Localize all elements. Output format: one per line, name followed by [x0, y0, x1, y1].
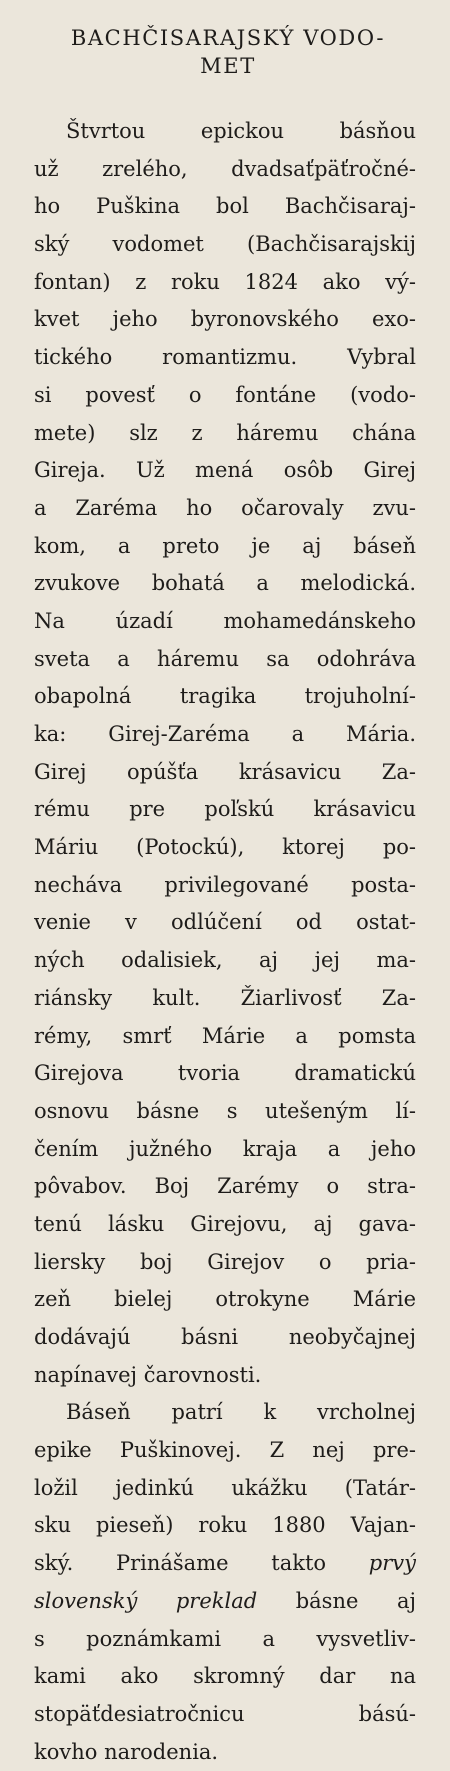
text-line: Báseň patrí k vrcholnej	[66, 1400, 416, 1425]
text-line: kovho narodenia.	[34, 1739, 219, 1764]
text-line: s poznámkami a vysvetliv-	[34, 1626, 416, 1651]
text-line: necháva privilegované posta-	[34, 872, 416, 897]
text-line: Na úzadí mohamedánskeho	[34, 608, 416, 633]
text-line	[34, 1583, 416, 1621]
text-line: Štvrtou epickou básňou	[66, 119, 416, 143]
text-line: napínavej čarovnosti.	[34, 1362, 262, 1387]
paragraph-2	[34, 1394, 416, 1771]
text-line: Máriu (Potockú), ktorej po-	[34, 835, 416, 860]
italic-fragment: prvý	[368, 1551, 416, 1576]
text-line: tického romantizmu. Vybral	[34, 345, 416, 370]
text-line: liersky boj Girejov o pria-	[34, 1249, 416, 1274]
text-line: kami ako skromný dar na	[34, 1664, 416, 1689]
paragraph-1	[34, 113, 416, 1394]
text-line: Gireja. Už mená osôb Girej	[34, 458, 416, 483]
text-line: ho Puškina bol Bachčisaraj-	[34, 194, 416, 219]
text-line: stopäťdesiatročnicu bású-	[34, 1701, 416, 1726]
text-line: čením južného kraja a jeho	[34, 1136, 416, 1161]
text-line: dodávajú básni neobyčajnej	[34, 1325, 416, 1349]
text-line: tenú lásku Girejovu, aj gava-	[34, 1211, 416, 1236]
text-line: obapolná tragika trojuholní-	[34, 684, 416, 709]
title-line: MET	[200, 54, 256, 78]
text-line: sveta a háremu sa odohráva	[34, 646, 416, 671]
text-line: epike Puškinovej. Z nej pre-	[34, 1438, 416, 1463]
text-line: venie v odlúčení od ostat-	[34, 910, 416, 935]
text-line: kvet jeho byronovského exo-	[34, 307, 416, 332]
text-line: ka: Girej-Zaréma a Mária.	[34, 722, 416, 746]
text-line: a Zaréma ho očarovaly zvu-	[34, 495, 416, 520]
text-line: osnovu básne s utešeným lí-	[34, 1098, 416, 1123]
text-line: mete) slz z háremu chána	[34, 420, 416, 445]
text-line: zeň bielej otrokyne Márie	[34, 1287, 416, 1312]
text-fragment: básne aj	[295, 1588, 416, 1613]
text-line: zvukove bohatá a melodická.	[34, 571, 416, 596]
text-line: Girej opúšťa krásavicu Za-	[34, 759, 416, 784]
text-line: rémy, smrť Márie a pomsta	[34, 1023, 416, 1048]
text-line: ložil jedinkú ukážku (Tatár-	[34, 1475, 416, 1500]
text-line: Girejova tvoria dramatickú	[34, 1061, 416, 1086]
text-line: už zrelého, dvadsaťpäťročné-	[34, 156, 416, 181]
text-line: riánsky kult. Žiarlivosť Za-	[34, 985, 416, 1010]
title-line: BACHČISARAJSKÝ VODO-	[70, 26, 386, 50]
text-line: fontan) z roku 1824 ako vý-	[34, 269, 416, 294]
text-line: rému pre poľskú krásavicu	[34, 797, 416, 822]
text-fragment: ský. Prinášame takto	[34, 1551, 327, 1576]
text-line	[34, 1545, 416, 1583]
article-body	[34, 113, 416, 1771]
italic-fragment: slovenský preklad	[34, 1588, 258, 1613]
text-line: sku pieseň) roku 1880 Vajan-	[34, 1513, 416, 1538]
text-line: kom, a preto je aj báseň	[34, 533, 416, 558]
text-line: ných odalisiek, aj jej ma-	[34, 948, 416, 973]
text-line: pôvabov. Boj Zarémy o stra-	[34, 1174, 416, 1199]
text-line: si povesť o fontáne (vodo-	[34, 382, 416, 407]
text-line: ský vodomet (Bachčisarajskij	[34, 232, 416, 257]
article-title	[28, 24, 428, 80]
